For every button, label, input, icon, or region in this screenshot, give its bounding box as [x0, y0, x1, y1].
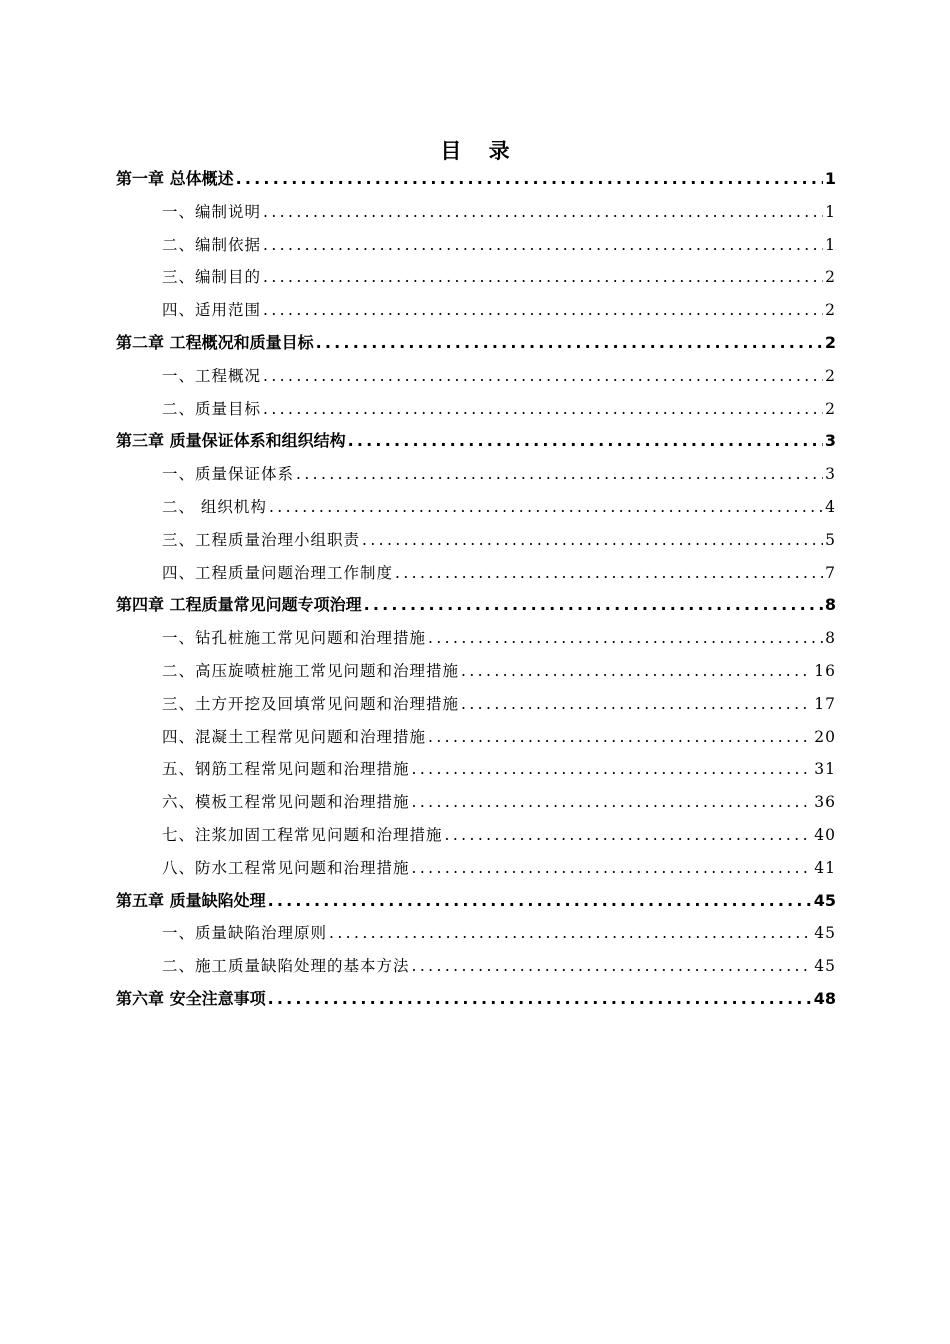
- toc-entry-page-number: 2: [825, 268, 836, 287]
- toc-entry-title: 二、质量目标: [162, 399, 262, 418]
- dot-leader: [268, 983, 812, 1016]
- dot-leader: [263, 360, 823, 393]
- toc-entry-page-number: 36: [814, 793, 836, 812]
- toc-section-entry[interactable]: [116, 655, 836, 688]
- toc-chapter-entry[interactable]: [116, 163, 836, 196]
- toc-entry-title: 三、工程质量治理小组职责: [162, 530, 361, 549]
- dot-leader: [263, 196, 823, 229]
- dot-leader: [263, 229, 823, 262]
- toc-entry-page-number: 2: [825, 399, 836, 418]
- toc-section-entry[interactable]: [116, 950, 836, 983]
- toc-entry-title: 七、注浆加固工程常见问题和治理措施: [162, 825, 443, 844]
- toc-entry-title: 第三章 质量保证体系和组织结构: [116, 431, 346, 451]
- toc-section-entry[interactable]: [116, 294, 836, 327]
- toc-section-entry[interactable]: [116, 819, 836, 852]
- toc-section-entry[interactable]: [116, 196, 836, 229]
- dot-leader: [269, 491, 823, 524]
- toc-entry-page-number: 20: [814, 727, 836, 746]
- toc-section-entry[interactable]: [116, 229, 836, 262]
- toc-entry-page-number: 41: [814, 858, 836, 877]
- toc-section-entry[interactable]: [116, 688, 836, 721]
- toc-entry-page-number: 7: [825, 563, 836, 582]
- toc-entry-title: 一、钻孔桩施工常见问题和治理措施: [162, 629, 427, 648]
- toc-entry-title: 二、编制依据: [162, 235, 262, 254]
- toc-section-entry[interactable]: [116, 360, 836, 393]
- dot-leader: [428, 622, 823, 655]
- toc-entry-page-number: 1: [825, 235, 836, 254]
- toc-entry-title: 四、工程质量问题治理工作制度: [162, 563, 394, 582]
- toc-entry-title: 六、模板工程常见问题和治理措施: [162, 793, 410, 812]
- toc-section-entry[interactable]: [116, 557, 836, 590]
- dot-leader: [445, 819, 813, 852]
- toc-section-entry[interactable]: [116, 917, 836, 950]
- dot-leader: [329, 917, 812, 950]
- dot-leader: [461, 688, 812, 721]
- dot-leader: [362, 524, 823, 557]
- dot-leader: [348, 425, 823, 458]
- toc-entry-page-number: 2: [824, 332, 836, 352]
- toc-entry-page-number: 45: [814, 924, 836, 943]
- toc-entry-page-number: 31: [814, 760, 836, 779]
- dot-leader: [461, 655, 812, 688]
- toc-entry-title: 第二章 工程概况和质量目标: [116, 332, 314, 352]
- toc-entry-title: 八、防水工程常见问题和治理措施: [162, 858, 410, 877]
- toc-section-entry[interactable]: [116, 753, 836, 786]
- toc-entry-page-number: 5: [825, 530, 836, 549]
- dot-leader: [263, 261, 823, 294]
- toc-entry-title: 二、 组织机构: [162, 497, 267, 516]
- toc-section-entry[interactable]: [116, 524, 836, 557]
- toc-entry-title: 三、土方开挖及回填常见问题和治理措施: [162, 694, 460, 713]
- toc-entry-page-number: 4: [825, 497, 836, 516]
- toc-entry-page-number: 8: [824, 595, 836, 615]
- dot-leader: [263, 294, 823, 327]
- toc-entry-title: 一、工程概况: [162, 366, 262, 385]
- toc-entry-page-number: 48: [813, 988, 836, 1008]
- toc-entry-title: 二、施工质量缺陷处理的基本方法: [162, 957, 410, 976]
- toc-chapter-entry[interactable]: [116, 425, 836, 458]
- toc-entry-page-number: 45: [813, 890, 836, 910]
- dot-leader: [412, 753, 813, 786]
- toc-entry-title: 四、适用范围: [162, 301, 262, 320]
- toc-entry-title: 一、编制说明: [162, 202, 262, 221]
- toc-entry-title: 第一章 总体概述: [116, 169, 234, 188]
- dot-leader: [263, 393, 823, 426]
- table-of-contents: [116, 163, 836, 1016]
- toc-entry-title: 第五章 质量缺陷处理: [116, 890, 266, 910]
- toc-entry-title: 一、质量保证体系: [162, 465, 295, 484]
- toc-chapter-entry[interactable]: [116, 589, 836, 622]
- toc-entry-page-number: 2: [825, 301, 836, 320]
- toc-entry-title: 二、高压旋喷桩施工常见问题和治理措施: [162, 661, 460, 680]
- page-title: 目 录: [440, 138, 520, 163]
- toc-entry-title: 一、质量缺陷治理原则: [162, 924, 328, 943]
- toc-section-entry[interactable]: [116, 786, 836, 819]
- toc-section-entry[interactable]: [116, 393, 836, 426]
- dot-leader: [412, 786, 813, 819]
- dot-leader: [296, 458, 823, 491]
- toc-section-entry[interactable]: [116, 458, 836, 491]
- dot-leader: [268, 885, 812, 918]
- toc-entry-page-number: 40: [814, 825, 836, 844]
- toc-section-entry[interactable]: [116, 721, 836, 754]
- toc-section-entry[interactable]: [116, 622, 836, 655]
- toc-section-entry[interactable]: [116, 491, 836, 524]
- toc-entry-title: 第六章 安全注意事项: [116, 988, 266, 1008]
- toc-entry-page-number: 45: [814, 957, 836, 976]
- toc-section-entry[interactable]: [116, 261, 836, 294]
- dot-leader: [316, 327, 823, 360]
- toc-chapter-entry[interactable]: [116, 327, 836, 360]
- dot-leader: [364, 589, 823, 622]
- dot-leader: [395, 557, 823, 590]
- toc-entry-page-number: 8: [825, 629, 836, 648]
- toc-chapter-entry[interactable]: [116, 983, 836, 1016]
- toc-entry-page-number: 3: [825, 465, 836, 484]
- toc-entry-title: 五、钢筋工程常见问题和治理措施: [162, 760, 410, 779]
- toc-entry-title: 四、混凝土工程常见问题和治理措施: [162, 727, 427, 746]
- toc-chapter-entry[interactable]: [116, 885, 836, 918]
- toc-entry-page-number: 16: [814, 661, 836, 680]
- toc-entry-page-number: 2: [825, 366, 836, 385]
- dot-leader: [428, 721, 812, 754]
- toc-entry-page-number: 1: [824, 169, 836, 188]
- dot-leader: [236, 163, 823, 196]
- toc-entry-page-number: 3: [824, 431, 836, 451]
- dot-leader: [412, 950, 813, 983]
- toc-entry-title: 三、编制目的: [162, 268, 262, 287]
- toc-entry-title: 第四章 工程质量常见问题专项治理: [116, 595, 362, 615]
- toc-entry-page-number: 17: [814, 694, 836, 713]
- dot-leader: [412, 852, 813, 885]
- toc-section-entry[interactable]: [116, 852, 836, 885]
- toc-entry-page-number: 1: [825, 202, 836, 221]
